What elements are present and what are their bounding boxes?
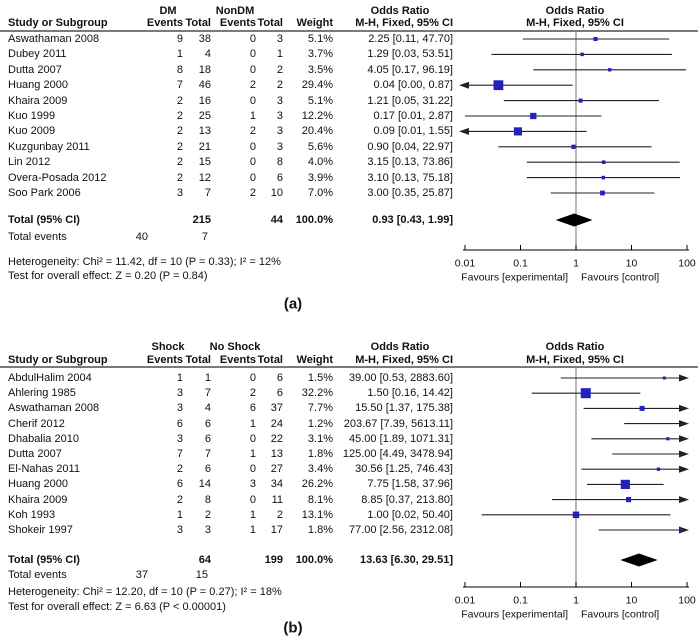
- study-name: Kuo 1999: [8, 110, 56, 122]
- events1-value: 2: [176, 110, 183, 122]
- weight-column-header: Weight: [296, 354, 333, 366]
- favours-left-label: Favours [experimental]: [461, 271, 568, 284]
- events1-value: 3: [176, 187, 183, 199]
- weight-value: 3.7%: [307, 48, 333, 61]
- events1-value: 9: [176, 33, 183, 45]
- study-name: Cherif 2012: [8, 417, 65, 430]
- or-text-column-title: Odds Ratio: [370, 5, 430, 17]
- study-name: Huang 2000: [8, 478, 68, 491]
- weight-value: 1.8%: [307, 524, 333, 536]
- or-ci-value: 1.50 [0.16, 14.42]: [367, 387, 453, 400]
- or-ci-column-header: M-H, Fixed, 95% CI: [355, 354, 453, 366]
- events2-value: 2: [249, 187, 256, 199]
- axis-tick-label: 100: [678, 594, 696, 607]
- events1-value: 2: [176, 140, 183, 153]
- weight-value: 4.0%: [307, 156, 333, 169]
- total1-value: 3: [204, 524, 211, 536]
- total2-value: 8: [276, 156, 283, 169]
- events1-value: 1: [176, 372, 183, 384]
- forest-panel-b: [0, 330, 698, 641]
- or-ci-value: 3.15 [0.13, 73.86]: [367, 156, 453, 169]
- study-row: [0, 94, 698, 108]
- total1-column-header: Total: [185, 354, 211, 366]
- weight-value: 1.5%: [307, 372, 333, 384]
- events2-value: 0: [249, 94, 256, 107]
- events1-column-header: Events: [146, 17, 183, 29]
- study-row: [0, 32, 698, 46]
- total-weight: 100.0%: [295, 214, 333, 226]
- events1-value: 2: [176, 493, 183, 506]
- events2-value: 0: [249, 493, 256, 506]
- total-events2-value: 7: [201, 231, 208, 243]
- plot-column-subtitle: M-H, Fixed, 95% CI: [526, 17, 624, 29]
- events1-value: 1: [176, 508, 183, 521]
- axis-tick-label: 1: [573, 257, 579, 270]
- or-ci-value: 77.00 [2.56, 2312.08]: [349, 524, 453, 536]
- overall-effect-text: Test for overall effect: Z = 0.20 (P = 0.84): [8, 270, 208, 282]
- events2-value: 0: [249, 63, 256, 76]
- events2-value: 3: [249, 478, 256, 491]
- weight-value: 3.1%: [307, 432, 333, 445]
- study-name: Dutta 2007: [8, 63, 62, 76]
- study-name: Dhabalia 2010: [8, 432, 79, 445]
- events1-value: 1: [176, 48, 183, 61]
- plot-column-subtitle: M-H, Fixed, 95% CI: [526, 354, 624, 366]
- total-events1-value: 37: [135, 569, 148, 581]
- axis-tick-label: 1: [573, 594, 579, 607]
- total1-value: 13: [198, 125, 211, 138]
- total-events2-value: 15: [195, 569, 208, 581]
- study-column-header: Study or Subgroup: [8, 17, 108, 29]
- group1-header: DM: [159, 5, 177, 17]
- axis-tick-label: 10: [625, 594, 638, 607]
- weight-value: 26.2%: [301, 478, 333, 491]
- events1-value: 7: [176, 448, 183, 460]
- events2-value: 0: [249, 372, 256, 384]
- study-row: [0, 124, 698, 138]
- total2-value: 3: [276, 94, 283, 107]
- total-or-ci: 0.93 [0.43, 1.99]: [372, 214, 453, 226]
- weight-value: 1.8%: [307, 448, 333, 460]
- events1-value: 6: [176, 478, 183, 491]
- study-row: [0, 371, 698, 385]
- events2-value: 1: [249, 110, 256, 122]
- or-ci-value: 1.29 [0.03, 53.51]: [367, 48, 453, 61]
- or-ci-value: 4.05 [0.17, 96.19]: [367, 63, 453, 76]
- total2-value: 22: [270, 432, 283, 445]
- total1-value: 6: [204, 463, 211, 476]
- weight-value: 12.2%: [301, 110, 333, 122]
- total1-value: 7: [204, 448, 211, 460]
- total2-value: 2: [276, 508, 283, 521]
- or-ci-value: 3.10 [0.13, 75.18]: [367, 171, 453, 184]
- study-name: Khaira 2009: [8, 94, 68, 107]
- total2-value: 3: [276, 33, 283, 45]
- study-name: Kuo 2009: [8, 125, 56, 138]
- study-row: [0, 493, 698, 507]
- study-name: Ahlering 1985: [8, 387, 76, 400]
- heterogeneity-text: Heterogeneity: Chi² = 12.20, df = 10 (P = 0.27); I² = 18%: [8, 586, 282, 598]
- total2-sum: 199: [264, 554, 283, 566]
- total2-column-header: Total: [257, 17, 283, 29]
- total-weight: 100.0%: [295, 554, 333, 566]
- events1-value: 3: [176, 387, 183, 400]
- or-ci-value: 3.00 [0.35, 25.87]: [367, 187, 453, 199]
- total1-value: 4: [204, 402, 211, 415]
- events1-value: 3: [176, 524, 183, 536]
- or-ci-value: 125.00 [4.49, 3478.94]: [342, 448, 453, 460]
- total1-value: 14: [198, 478, 211, 491]
- summary-diamond: [556, 214, 593, 227]
- events2-value: 0: [249, 156, 256, 169]
- or-ci-value: 45.00 [1.89, 1071.31]: [349, 432, 453, 445]
- total1-value: 18: [198, 63, 211, 76]
- total1-sum: 64: [198, 554, 211, 566]
- total1-value: 8: [204, 493, 211, 506]
- weight-value: 5.1%: [307, 33, 333, 45]
- total1-value: 7: [204, 387, 211, 400]
- total1-value: 16: [198, 94, 211, 107]
- events2-value: 1: [249, 417, 256, 430]
- total-events-label: Total events: [8, 569, 67, 581]
- study-name: AbdulHalim 2004: [8, 372, 92, 384]
- panel-label-a: (a): [283, 295, 303, 313]
- or-ci-value: 0.04 [0.00, 0.87]: [373, 79, 453, 92]
- total2-value: 27: [270, 463, 283, 476]
- weight-value: 8.1%: [307, 493, 333, 506]
- summary-diamond: [620, 554, 657, 567]
- or-ci-value: 0.09 [0.01, 1.55]: [373, 125, 453, 138]
- study-name: Lin 2012: [8, 156, 51, 169]
- events2-value: 1: [249, 448, 256, 460]
- weight-value: 1.2%: [307, 417, 333, 430]
- events1-value: 2: [176, 94, 183, 107]
- total1-value: 15: [198, 156, 211, 169]
- study-name: Kuzgunbay 2011: [8, 140, 90, 153]
- events2-value: 1: [249, 508, 256, 521]
- total2-column-header: Total: [257, 354, 283, 366]
- total2-value: 17: [270, 524, 283, 536]
- events2-value: 6: [249, 402, 256, 415]
- total1-value: 25: [198, 110, 211, 122]
- group2-header: No Shock: [209, 341, 261, 353]
- study-row: [0, 432, 698, 446]
- weight-value: 3.5%: [307, 63, 333, 76]
- total2-value: 3: [276, 110, 283, 122]
- total1-sum: 215: [192, 214, 211, 226]
- weight-value: 3.4%: [307, 463, 333, 476]
- total-label: Total (95% CI): [8, 554, 80, 566]
- study-row: [0, 462, 698, 476]
- total1-value: 7: [204, 187, 211, 199]
- favours-right-label: Favours [control]: [581, 608, 660, 621]
- study-name: Khaira 2009: [8, 493, 68, 506]
- study-row: [0, 63, 698, 77]
- events1-value: 3: [176, 432, 183, 445]
- total2-value: 3: [276, 125, 283, 138]
- total2-value: 2: [276, 63, 283, 76]
- study-name: Overa-Posada 2012: [8, 171, 107, 184]
- events2-value: 0: [249, 432, 256, 445]
- weight-value: 7.0%: [307, 187, 333, 199]
- events2-column-header: Events: [219, 354, 256, 366]
- weight-value: 20.4%: [301, 125, 333, 138]
- total2-value: 34: [270, 478, 283, 491]
- plot-column-title: Odds Ratio: [545, 341, 605, 353]
- or-ci-value: 30.56 [1.25, 746.43]: [355, 463, 453, 476]
- events1-value: 8: [176, 63, 183, 76]
- events2-value: 0: [249, 33, 256, 45]
- total2-value: 24: [270, 417, 283, 430]
- events2-value: 0: [249, 171, 256, 184]
- panel-label-b: (b): [283, 619, 303, 637]
- total2-value: 2: [276, 79, 283, 92]
- total1-value: 12: [198, 171, 211, 184]
- weight-column-header: Weight: [296, 17, 333, 29]
- events2-value: 2: [249, 387, 256, 400]
- or-ci-column-header: M-H, Fixed, 95% CI: [355, 17, 453, 29]
- total2-value: 6: [276, 387, 283, 400]
- study-row: [0, 508, 698, 522]
- study-row: [0, 417, 698, 431]
- study-row: [0, 477, 698, 491]
- events1-value: 3: [176, 402, 183, 415]
- events2-value: 1: [249, 524, 256, 536]
- study-row: [0, 401, 698, 415]
- study-column-header: Study or Subgroup: [8, 354, 108, 366]
- total2-value: 13: [270, 448, 283, 460]
- study-name: Shokeir 1997: [8, 524, 73, 536]
- study-name: Dutta 2007: [8, 448, 62, 460]
- axis-tick-label: 0.01: [455, 594, 476, 607]
- or-ci-value: 1.21 [0.05, 31.22]: [367, 94, 453, 107]
- study-name: Huang 2000: [8, 79, 68, 92]
- study-name: El-Nahas 2011: [8, 463, 80, 476]
- events1-value: 2: [176, 171, 183, 184]
- study-row: [0, 186, 698, 200]
- axis-tick-label: 0.01: [455, 257, 476, 270]
- events1-value: 2: [176, 125, 183, 138]
- events1-value: 7: [176, 79, 183, 92]
- study-row: [0, 47, 698, 61]
- total2-value: 1: [276, 48, 283, 61]
- total1-value: 6: [204, 417, 211, 430]
- study-row: [0, 140, 698, 154]
- weight-value: 3.9%: [307, 171, 333, 184]
- axis-tick-label: 0.1: [513, 257, 528, 270]
- weight-value: 29.4%: [301, 79, 333, 92]
- axis-tick-label: 10: [625, 257, 638, 270]
- events1-value: 2: [176, 156, 183, 169]
- axis-tick-label: 0.1: [513, 594, 528, 607]
- study-row: [0, 109, 698, 123]
- axis-tick-label: 100: [678, 257, 696, 270]
- total2-value: 10: [270, 187, 283, 199]
- or-ci-value: 8.85 [0.37, 213.80]: [361, 493, 453, 506]
- total1-value: 2: [204, 508, 211, 521]
- group2-header: NonDM: [215, 5, 255, 17]
- events2-column-header: Events: [219, 17, 256, 29]
- weight-value: 32.2%: [301, 387, 333, 400]
- weight-value: 5.6%: [307, 140, 333, 153]
- study-name: Koh 1993: [8, 508, 56, 521]
- total-or-ci: 13.63 [6.30, 29.51]: [360, 554, 453, 566]
- study-row: [0, 447, 698, 461]
- events2-value: 0: [249, 140, 256, 153]
- events2-value: 2: [249, 79, 256, 92]
- total-events1-value: 40: [135, 231, 148, 243]
- study-name: Aswathaman 2008: [8, 33, 100, 45]
- group1-header: Shock: [151, 341, 185, 353]
- events2-value: 2: [249, 125, 256, 138]
- weight-value: 13.1%: [301, 508, 333, 521]
- events1-column-header: Events: [146, 354, 183, 366]
- or-ci-value: 0.17 [0.01, 2.87]: [373, 110, 453, 122]
- or-ci-value: 203.67 [7.39, 5613.11]: [343, 417, 453, 430]
- study-name: Aswathaman 2008: [8, 402, 100, 415]
- favours-left-label: Favours [experimental]: [461, 608, 568, 621]
- plot-column-title: Odds Ratio: [545, 5, 605, 17]
- total2-value: 37: [270, 402, 283, 415]
- overall-effect-text: Test for overall effect: Z = 6.63 (P < 0.00001): [8, 601, 226, 613]
- or-ci-value: 0.90 [0.04, 22.97]: [367, 140, 453, 153]
- total2-value: 6: [276, 171, 283, 184]
- study-name: Dubey 2011: [8, 48, 67, 61]
- total1-value: 38: [198, 33, 211, 45]
- events1-value: 2: [176, 463, 183, 476]
- or-ci-value: 2.25 [0.11, 47.70]: [368, 33, 453, 45]
- total1-value: 21: [198, 140, 211, 153]
- total1-value: 4: [204, 48, 211, 61]
- total1-column-header: Total: [185, 17, 211, 29]
- events1-value: 6: [176, 417, 183, 430]
- total2-value: 6: [276, 372, 283, 384]
- favours-right-label: Favours [control]: [581, 271, 660, 284]
- weight-value: 7.7%: [307, 402, 333, 415]
- events2-value: 0: [249, 463, 256, 476]
- study-name: Soo Park 2006: [8, 187, 81, 199]
- study-row: [0, 386, 698, 400]
- total-label: Total (95% CI): [8, 214, 80, 226]
- total1-value: 1: [204, 372, 211, 384]
- total2-value: 3: [276, 140, 283, 153]
- study-row: [0, 171, 698, 185]
- or-ci-value: 39.00 [0.53, 2883.60]: [349, 372, 453, 384]
- total2-value: 11: [271, 493, 283, 506]
- or-ci-value: 1.00 [0.02, 50.40]: [367, 508, 453, 521]
- or-ci-value: 15.50 [1.37, 175.38]: [355, 402, 453, 415]
- study-row: [0, 78, 698, 92]
- heterogeneity-text: Heterogeneity: Chi² = 11.42, df = 10 (P = 0.33); I² = 12%: [8, 256, 281, 268]
- total2-sum: 44: [270, 214, 283, 226]
- weight-value: 5.1%: [307, 94, 333, 107]
- study-row: [0, 523, 698, 537]
- total1-value: 46: [198, 79, 211, 92]
- or-ci-value: 7.75 [1.58, 37.96]: [367, 478, 453, 491]
- events2-value: 0: [249, 48, 256, 61]
- total1-value: 6: [204, 432, 211, 445]
- total-events-label: Total events: [8, 231, 67, 243]
- or-text-column-title: Odds Ratio: [370, 341, 430, 353]
- study-row: [0, 155, 698, 169]
